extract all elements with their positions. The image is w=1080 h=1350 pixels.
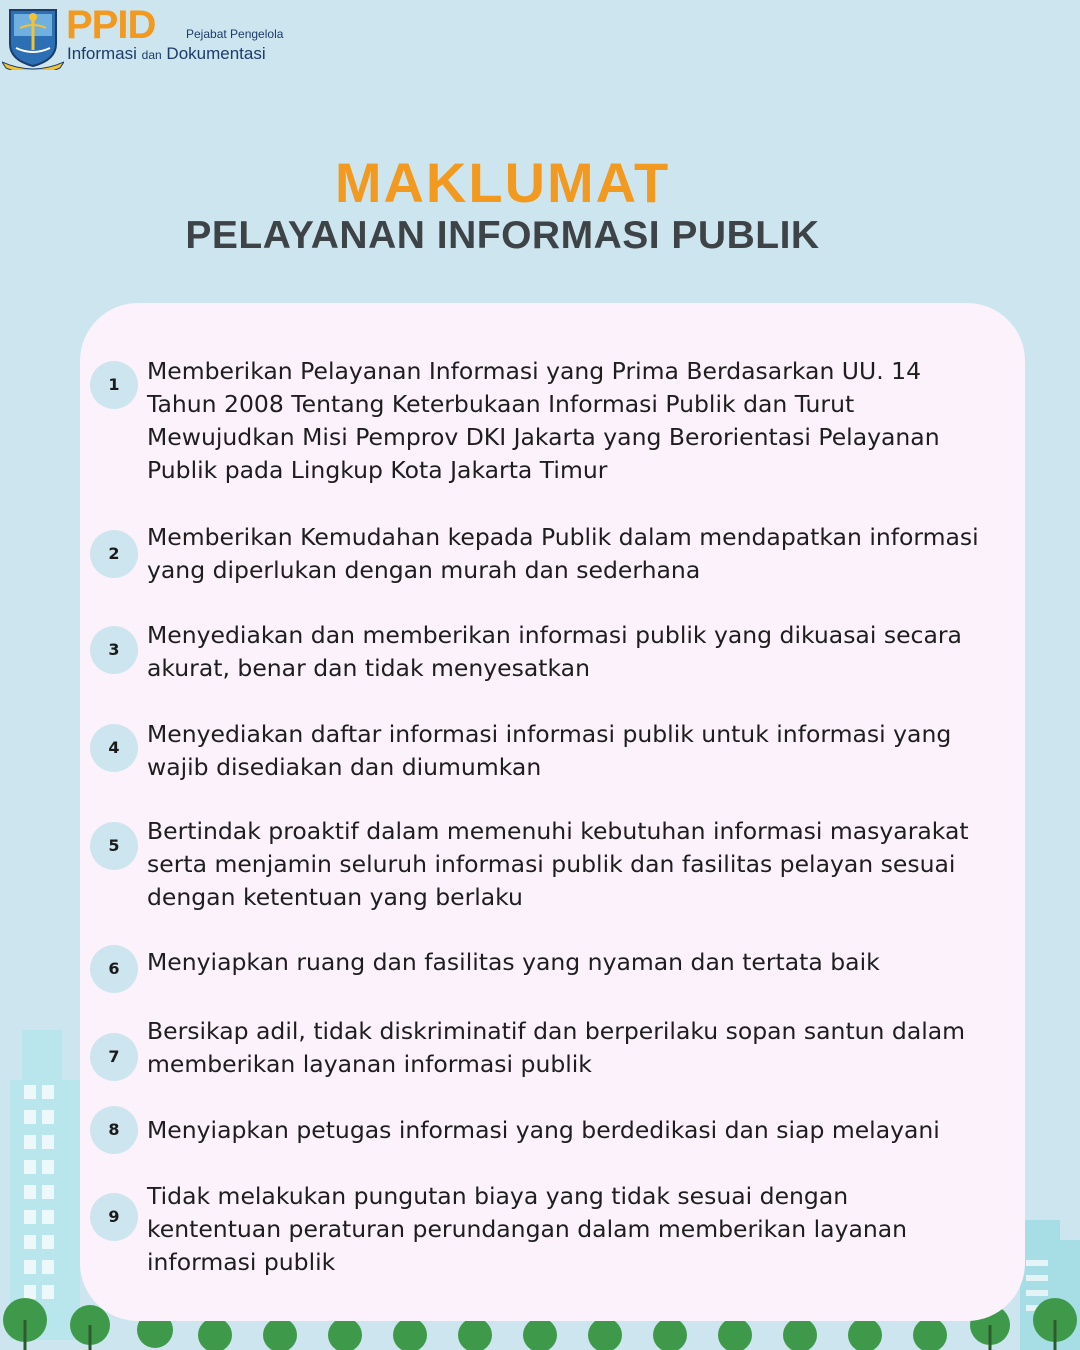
item-number-badge: 8 bbox=[90, 1106, 138, 1154]
item-text: Bersikap adil, tidak diskriminatif dan berperilaku sopan santun dalam memberikan layanan informasi publik bbox=[147, 1017, 966, 1078]
item-text: Menyiapkan petugas informasi yang berdedikasi dan siap melayani bbox=[147, 1116, 940, 1144]
tagline-word-dan: dan bbox=[141, 48, 162, 62]
ppid-logo bbox=[0, 0, 320, 80]
item-text: Menyediakan dan memberikan informasi publik yang dikuasai secara akurat, benar dan tidak menyesatkan bbox=[147, 621, 962, 682]
brand-tagline-top: Pejabat Pengelola bbox=[186, 27, 284, 41]
page-title: MAKLUMAT bbox=[334, 151, 671, 214]
item-number-badge: 2 bbox=[90, 530, 138, 578]
brand-tagline-bottom bbox=[67, 44, 266, 64]
item-number-badge: 6 bbox=[90, 945, 138, 993]
item-text: Bertindak proaktif dalam memenuhi kebutuhan informasi masyarakat serta menjamin seluruh informasi publik dan fasilitas pelayan sesuai dengan ketentuan yang berlaku bbox=[147, 817, 969, 911]
tagline-word-dokumentasi: Dokumentasi bbox=[166, 44, 266, 63]
jakarta-emblem-icon bbox=[2, 4, 64, 70]
item-number-badge: 1 bbox=[90, 361, 138, 409]
page-subtitle: PELAYANAN INFORMASI PUBLIK bbox=[185, 214, 820, 257]
item-number-badge: 5 bbox=[90, 822, 138, 870]
item-number-badge: 9 bbox=[90, 1193, 138, 1241]
item-text: Tidak melakukan pungutan biaya yang tidak sesuai dengan kententuan peraturan perundangan dalam memberikan layanan informasi publik bbox=[147, 1182, 908, 1276]
item-number-badge: 3 bbox=[90, 626, 138, 674]
item-text: Memberikan Pelayanan Informasi yang Prima Berdasarkan UU. 14 Tahun 2008 Tentang Keterbukaan Informasi Publik dan Turut Mewujudkan Misi Pemprov DKI Jakarta yang Berorientasi Pelayanan Publik pada Lingkup Kota Jakarta Timur bbox=[147, 357, 940, 484]
brand-name: PPID bbox=[66, 3, 156, 47]
item-text: Menyediakan daftar informasi informasi publik untuk informasi yang wajib disediakan dan diumumkan bbox=[147, 720, 952, 781]
item-text: Memberikan Kemudahan kepada Publik dalam mendapatkan informasi yang diperlukan dengan murah dan sederhana bbox=[147, 523, 979, 584]
item-number-badge: 4 bbox=[90, 724, 138, 772]
item-number-badge: 7 bbox=[90, 1033, 138, 1081]
tagline-word-informasi: Informasi bbox=[67, 44, 137, 63]
item-text: Menyiapkan ruang dan fasilitas yang nyaman dan tertata baik bbox=[147, 948, 880, 976]
